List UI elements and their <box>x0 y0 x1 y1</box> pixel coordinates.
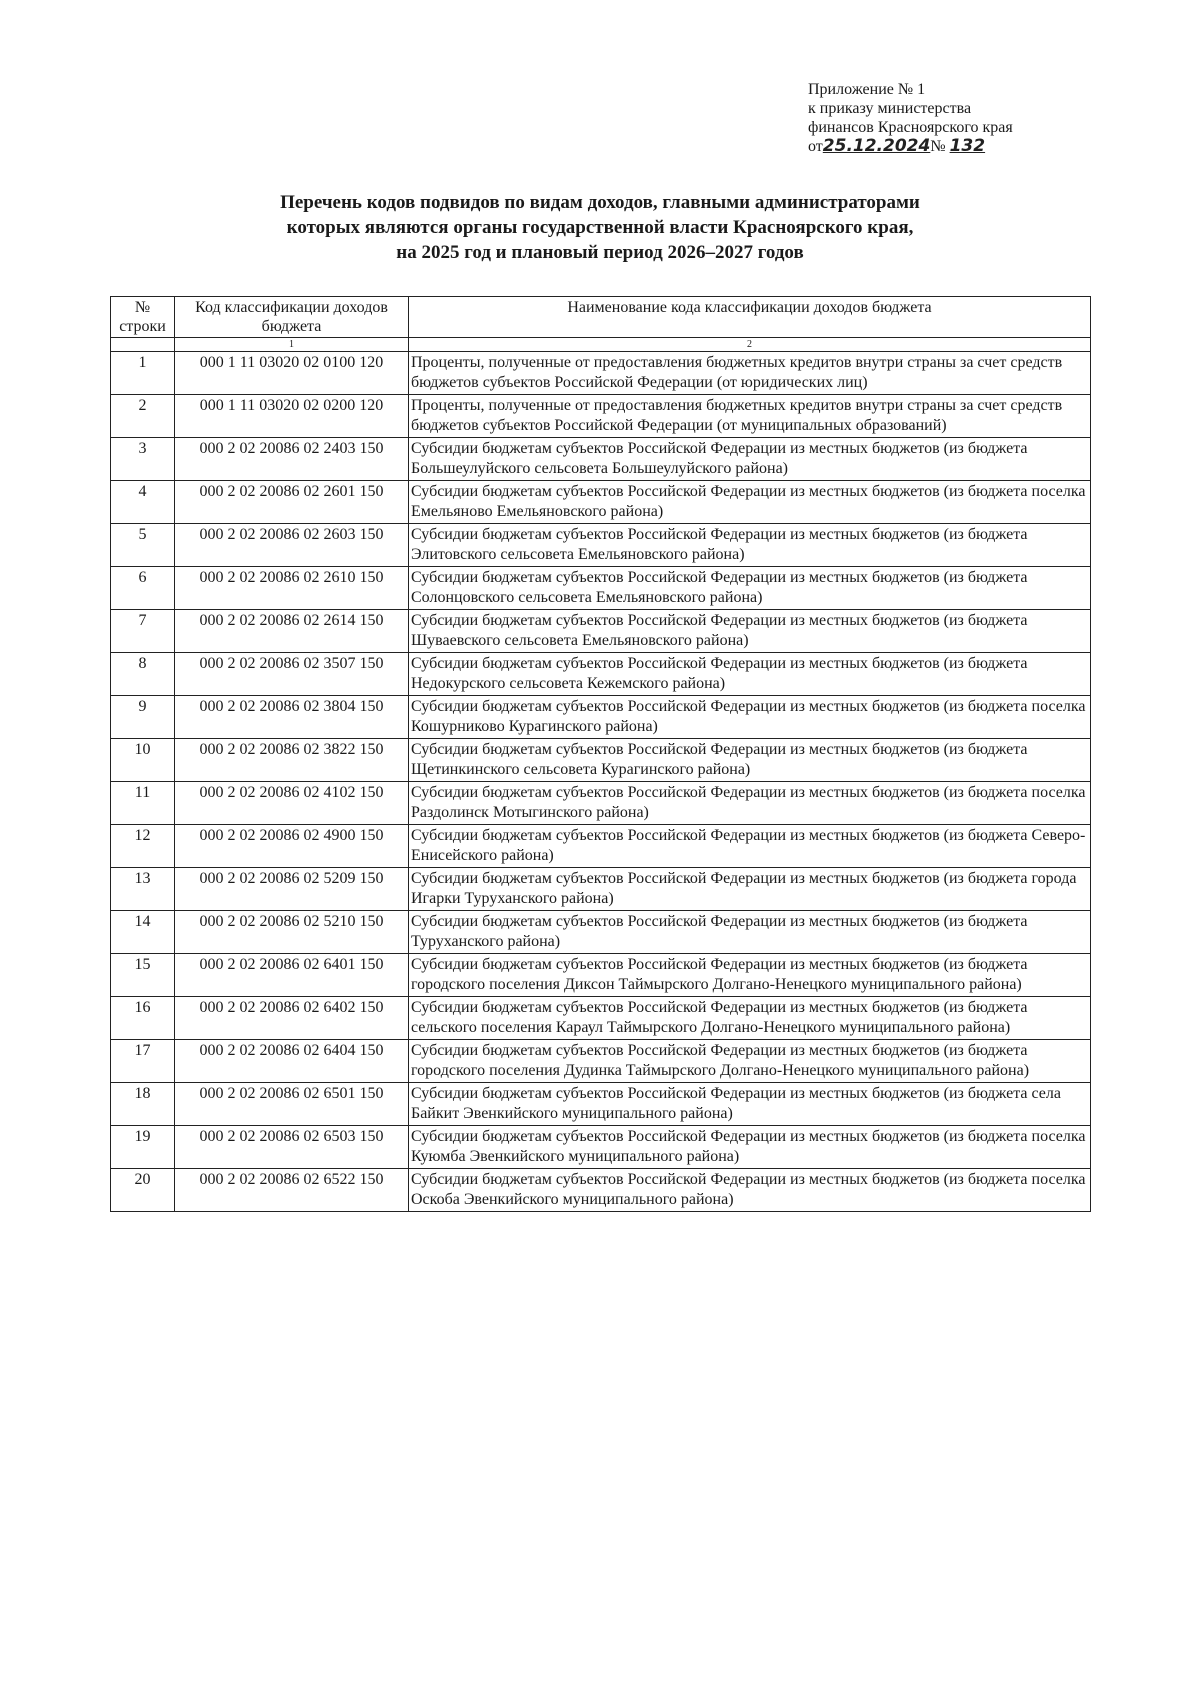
row-number: 14 <box>111 911 175 954</box>
row-code: 000 2 02 20086 02 2601 150 <box>175 481 409 524</box>
table-index-row <box>111 338 1091 352</box>
row-number: 20 <box>111 1169 175 1212</box>
row-number: 18 <box>111 1083 175 1126</box>
row-name: Субсидии бюджетам субъектов Российской Федерации из местных бюджетов (из бюджета Туруханского района) <box>409 911 1091 954</box>
row-name: Субсидии бюджетам субъектов Российской Федерации из местных бюджетов (из бюджета поселка Куюмба Эвенкийского муниципального района) <box>409 1126 1091 1169</box>
table-row <box>111 1083 1091 1126</box>
row-name: Субсидии бюджетам субъектов Российской Федерации из местных бюджетов (из бюджета городского поселения Диксон Таймырского Долгано-Ненецкого муниципального района) <box>409 954 1091 997</box>
codes-table <box>110 296 1091 1212</box>
row-number: 8 <box>111 653 175 696</box>
row-number: 1 <box>111 352 175 395</box>
table-row <box>111 997 1091 1040</box>
row-name: Субсидии бюджетам субъектов Российской Федерации из местных бюджетов (из бюджета Элитовского сельсовета Емельяновского района) <box>409 524 1091 567</box>
row-code: 000 2 02 20086 02 2603 150 <box>175 524 409 567</box>
table-row <box>111 352 1091 395</box>
document-title <box>160 190 1040 265</box>
table-row <box>111 481 1091 524</box>
table-row <box>111 696 1091 739</box>
row-number: 12 <box>111 825 175 868</box>
appendix-line-3: финансов Красноярского края <box>808 119 1013 136</box>
row-name: Субсидии бюджетам субъектов Российской Федерации из местных бюджетов (из бюджета городского поселения Дудинка Таймырского Долгано-Ненецкого муниципального района) <box>409 1040 1091 1083</box>
row-name: Субсидии бюджетам субъектов Российской Федерации из местных бюджетов (из бюджета поселка Кошурниково Курагинского района) <box>409 696 1091 739</box>
row-code: 000 2 02 20086 02 6401 150 <box>175 954 409 997</box>
row-number: 15 <box>111 954 175 997</box>
table-row <box>111 610 1091 653</box>
row-name: Субсидии бюджетам субъектов Российской Федерации из местных бюджетов (из бюджета Недокурского сельсовета Кежемского района) <box>409 653 1091 696</box>
row-name: Субсидии бюджетам субъектов Российской Федерации из местных бюджетов (из бюджета села Байкит Эвенкийского муниципального района) <box>409 1083 1091 1126</box>
table-row <box>111 653 1091 696</box>
row-number: 9 <box>111 696 175 739</box>
table-row <box>111 911 1091 954</box>
table-row <box>111 825 1091 868</box>
row-number: 3 <box>111 438 175 481</box>
row-name: Субсидии бюджетам субъектов Российской Федерации из местных бюджетов (из бюджета поселка Оскоба Эвенкийского муниципального района) <box>409 1169 1091 1212</box>
appendix-line-1: Приложение № 1 <box>808 81 926 98</box>
table-row <box>111 524 1091 567</box>
table-body <box>111 352 1091 1212</box>
row-code: 000 2 02 20086 02 3507 150 <box>175 653 409 696</box>
row-name: Проценты, полученные от предоставления бюджетных кредитов внутри страны за счет средств бюджетов субъектов Российской Федерации (от юридических лиц) <box>409 352 1091 395</box>
row-name: Субсидии бюджетам субъектов Российской Федерации из местных бюджетов (из бюджета Солонцовского сельсовета Емельяновского района) <box>409 567 1091 610</box>
order-number-label: № <box>930 138 946 155</box>
row-code: 000 2 02 20086 02 4102 150 <box>175 782 409 825</box>
row-number: 7 <box>111 610 175 653</box>
table-row <box>111 438 1091 481</box>
table-row <box>111 1169 1091 1212</box>
title-line-3: на 2025 год и плановый период 2026–2027 годов <box>396 242 804 263</box>
row-number: 2 <box>111 395 175 438</box>
title-line-2: которых являются органы государственной власти Красноярского края, <box>286 217 914 238</box>
row-name: Субсидии бюджетам субъектов Российской Федерации из местных бюджетов (из бюджета Северо-Енисейского района) <box>409 825 1091 868</box>
row-number: 11 <box>111 782 175 825</box>
index-code: 1 <box>175 338 409 352</box>
title-line-1: Перечень кодов подвидов по видам доходов, главными администраторами <box>280 192 920 213</box>
row-number: 6 <box>111 567 175 610</box>
row-name: Субсидии бюджетам субъектов Российской Федерации из местных бюджетов (из бюджета поселка Раздолинск Мотыгинского района) <box>409 782 1091 825</box>
row-code: 000 2 02 20086 02 3822 150 <box>175 739 409 782</box>
row-code: 000 2 02 20086 02 5210 150 <box>175 911 409 954</box>
row-number: 19 <box>111 1126 175 1169</box>
index-num <box>111 338 175 352</box>
row-code: 000 2 02 20086 02 2610 150 <box>175 567 409 610</box>
table-row <box>111 739 1091 782</box>
table-row <box>111 395 1091 438</box>
index-name: 2 <box>409 338 1091 352</box>
row-code: 000 2 02 20086 02 6503 150 <box>175 1126 409 1169</box>
table-row <box>111 868 1091 911</box>
row-code: 000 2 02 20086 02 6402 150 <box>175 997 409 1040</box>
row-code: 000 2 02 20086 02 5209 150 <box>175 868 409 911</box>
header-name: Наименование кода классификации доходов бюджета <box>409 297 1091 338</box>
row-code: 000 2 02 20086 02 6501 150 <box>175 1083 409 1126</box>
row-code: 000 2 02 20086 02 4900 150 <box>175 825 409 868</box>
table-header-row <box>111 297 1091 338</box>
row-name: Проценты, полученные от предоставления бюджетных кредитов внутри страны за счет средств бюджетов субъектов Российской Федерации (от муниципальных образований) <box>409 395 1091 438</box>
row-code: 000 1 11 03020 02 0200 120 <box>175 395 409 438</box>
order-prefix: от <box>808 138 823 155</box>
table-row <box>111 782 1091 825</box>
row-name: Субсидии бюджетам субъектов Российской Федерации из местных бюджетов (из бюджета поселка Емельяново Емельяновского района) <box>409 481 1091 524</box>
row-code: 000 2 02 20086 02 3804 150 <box>175 696 409 739</box>
row-name: Субсидии бюджетам субъектов Российской Федерации из местных бюджетов (из бюджета Щетинкинского сельсовета Курагинского района) <box>409 739 1091 782</box>
row-number: 4 <box>111 481 175 524</box>
order-date: 25.12.2024 <box>822 136 931 156</box>
row-number: 13 <box>111 868 175 911</box>
row-number: 17 <box>111 1040 175 1083</box>
table-row <box>111 1040 1091 1083</box>
row-number: 16 <box>111 997 175 1040</box>
order-line <box>808 137 1108 156</box>
row-code: 000 2 02 20086 02 2403 150 <box>175 438 409 481</box>
header-row-number: № строки <box>111 297 175 338</box>
row-number: 5 <box>111 524 175 567</box>
row-code: 000 2 02 20086 02 2614 150 <box>175 610 409 653</box>
table-row <box>111 954 1091 997</box>
table-row <box>111 1126 1091 1169</box>
row-code: 000 1 11 03020 02 0100 120 <box>175 352 409 395</box>
row-name: Субсидии бюджетам субъектов Российской Федерации из местных бюджетов (из бюджета Большеулуйского сельсовета Большеулуйского района) <box>409 438 1091 481</box>
row-name: Субсидии бюджетам субъектов Российской Федерации из местных бюджетов (из бюджета Шуваевского сельсовета Емельяновского района) <box>409 610 1091 653</box>
appendix-block <box>808 80 1108 156</box>
header-code: Код классификации доходов бюджета <box>175 297 409 338</box>
order-number: 132 <box>949 136 986 156</box>
row-name: Субсидии бюджетам субъектов Российской Федерации из местных бюджетов (из бюджета города Игарки Туруханского района) <box>409 868 1091 911</box>
row-code: 000 2 02 20086 02 6404 150 <box>175 1040 409 1083</box>
table-row <box>111 567 1091 610</box>
appendix-line-2: к приказу министерства <box>808 100 972 117</box>
row-name: Субсидии бюджетам субъектов Российской Федерации из местных бюджетов (из бюджета сельского поселения Караул Таймырского Долгано-Ненецкого муниципального района) <box>409 997 1091 1040</box>
row-code: 000 2 02 20086 02 6522 150 <box>175 1169 409 1212</box>
row-number: 10 <box>111 739 175 782</box>
